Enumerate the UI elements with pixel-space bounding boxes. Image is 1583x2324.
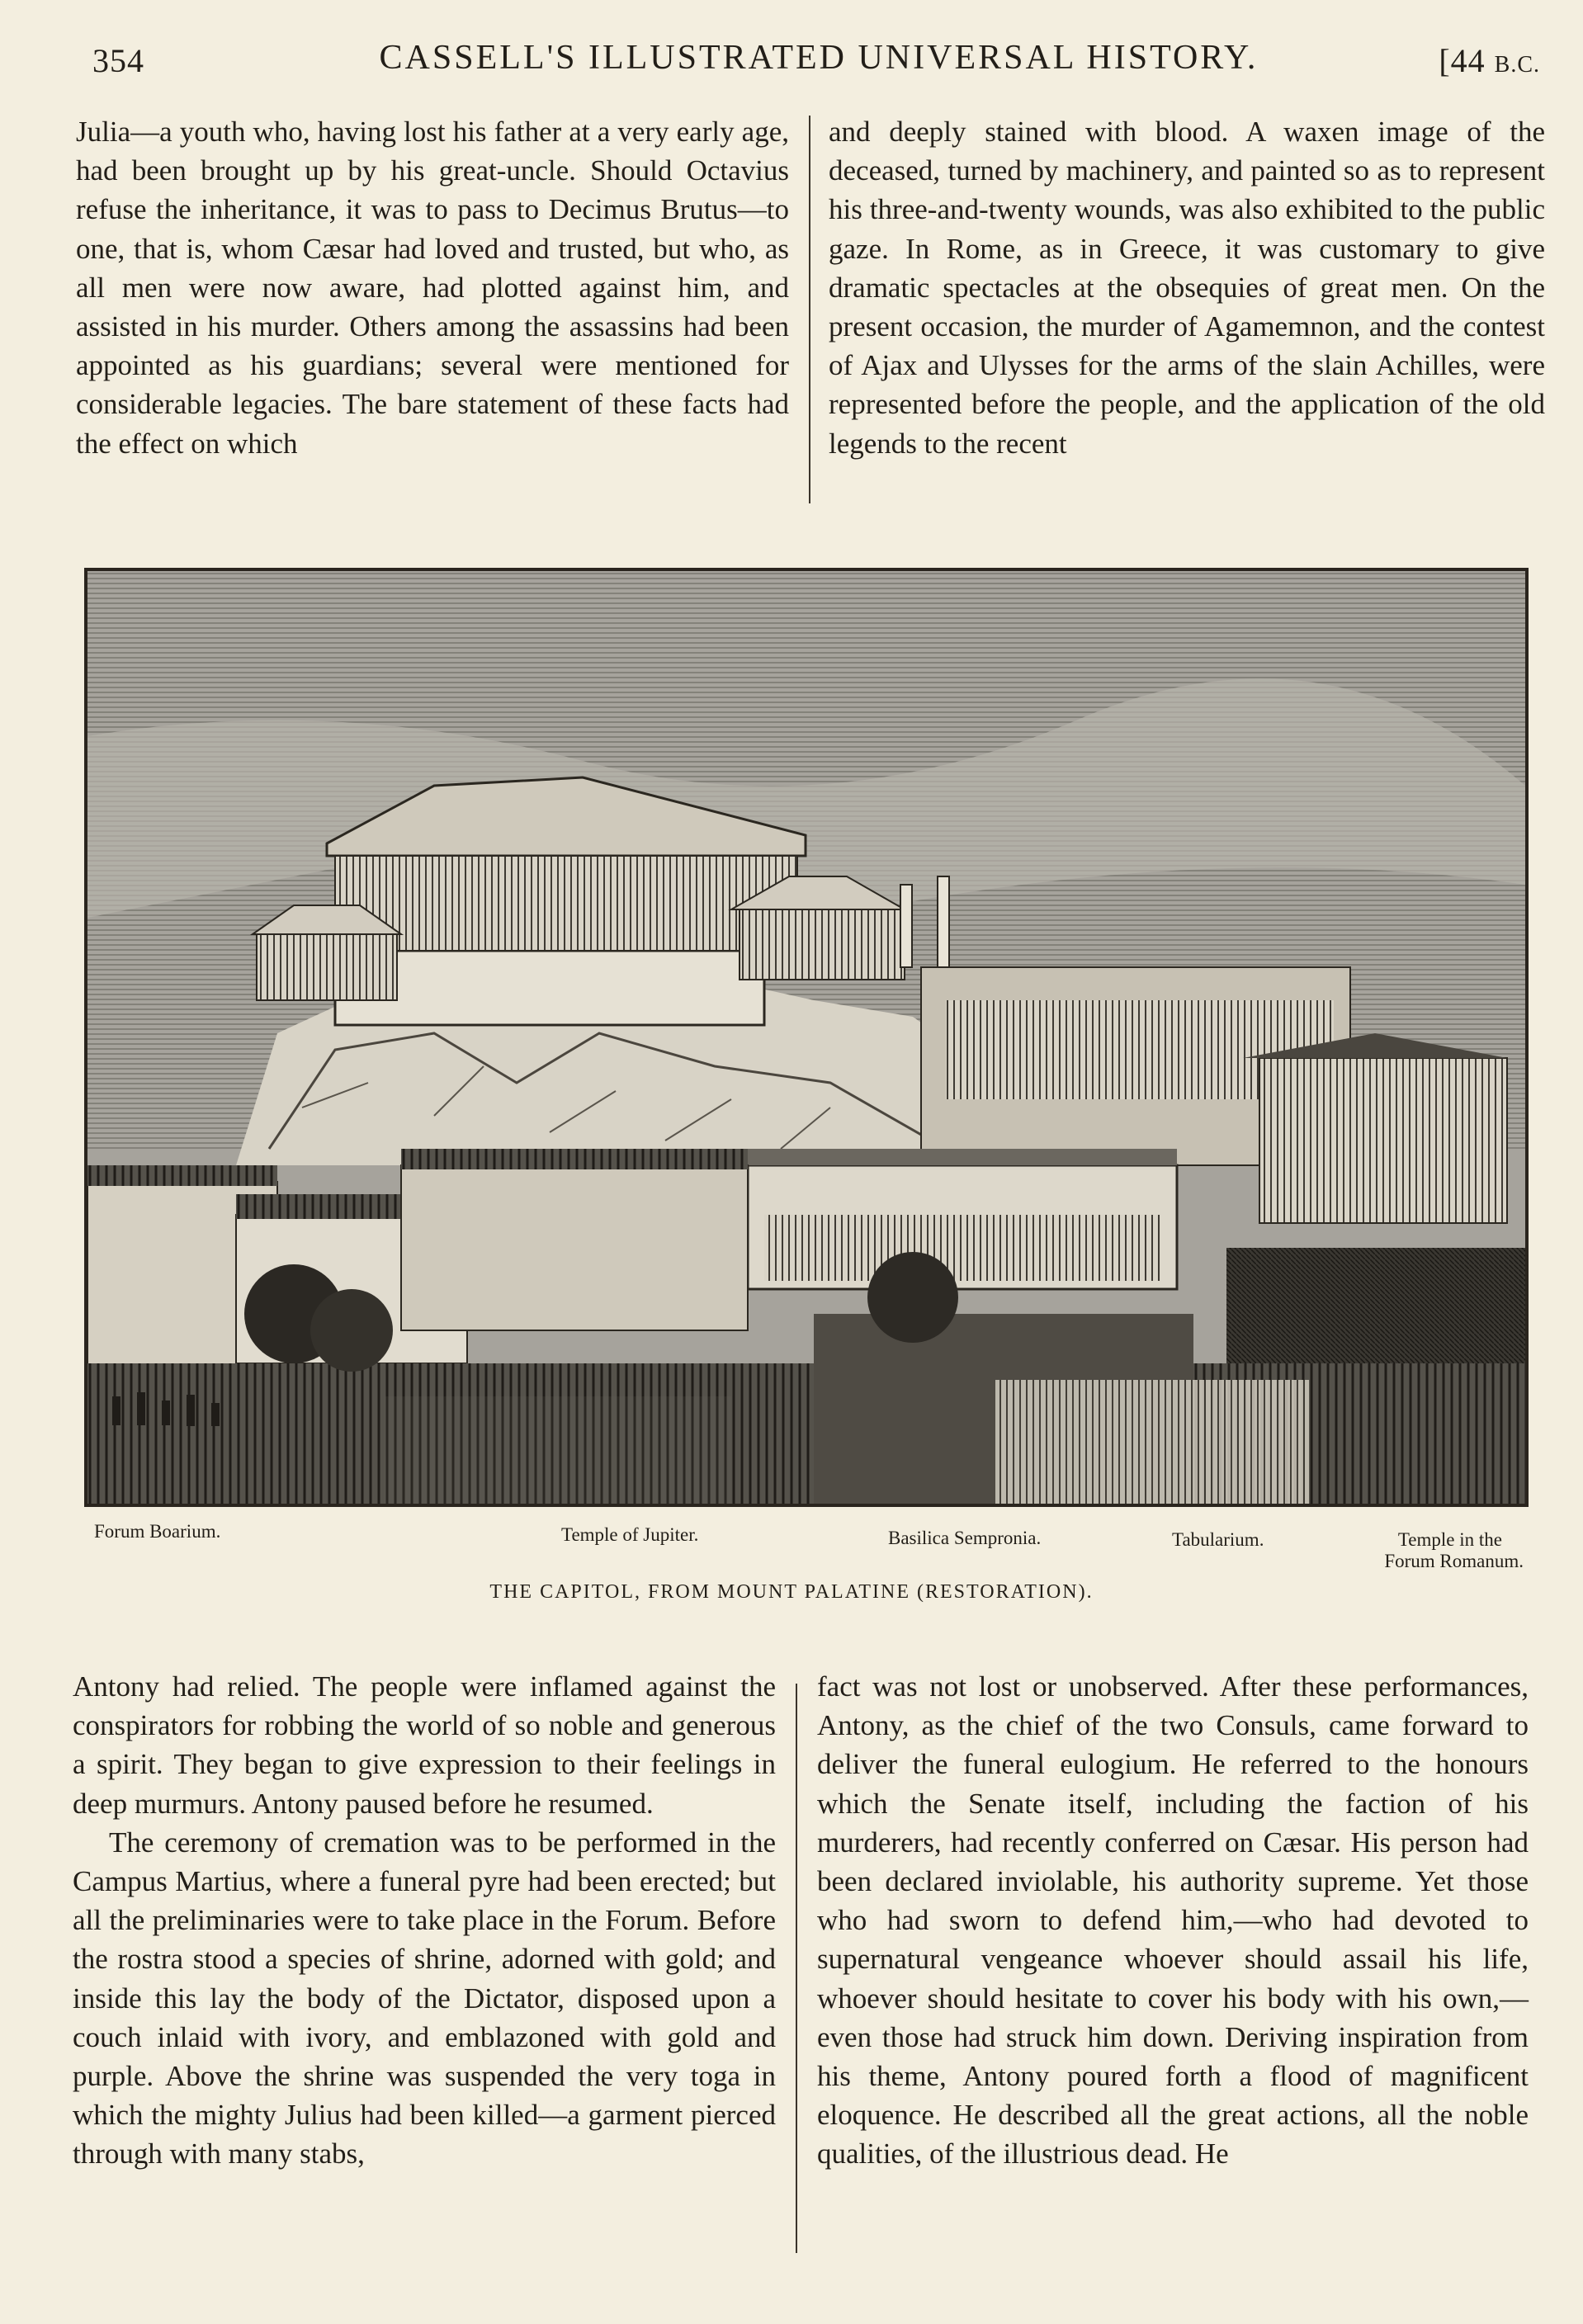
era-number: [44 — [1439, 42, 1486, 79]
label-forum-boarium: Forum Boarium. — [94, 1521, 221, 1542]
engraving-illustration — [87, 571, 1525, 1504]
paragraph: Antony had relied. The people were inflamed against the conspirators for robbing the world of so noble and generous a spirit. They began to give expression to their feelings in deep murmurs. Antony paused before he resumed. — [73, 1670, 776, 1820]
figure-caption: THE CAPITOL, FROM MOUNT PALATINE (RESTORATION). — [489, 1581, 1094, 1603]
bottom-right-column — [817, 1667, 1529, 2174]
bottom-left-column — [73, 1667, 776, 2174]
paragraph: and deeply stained with blood. A waxen image of the deceased, turned by machinery, and painted so as to represent his three-and-twenty wounds, was also exhibited to the public gaze. In Rome, as in Greece, it was customary to give dramatic spectacles at the obsequies of great men. On the present occasion, the murder of Agamemnon, and the contest of Ajax and Ulysses for the arms of the slain Achilles, were represented before the people, and the application of the old legends to the recent — [829, 116, 1545, 460]
era-marker — [1439, 41, 1540, 80]
label-temple-in-forum-line1: Temple in the — [1397, 1529, 1502, 1550]
paragraph: The ceremony of cremation was to be performed in the Campus Martius, where a funeral pyre had been erected; but all the preliminaries were to take place in the Forum. Before the rostra stood a species of shrine, adorned with gold; and inside this lay the body of the Dictator, disposed upon a couch inlaid with ivory, and emblazoned with gold and purple. Above the shrine was suspended the very toga in which the mighty Julius had been killed—a garment pierced through with many stabs, — [73, 1826, 776, 2170]
label-temple-of-jupiter: Temple of Jupiter. — [561, 1524, 699, 1545]
running-header — [92, 35, 1545, 84]
era-unit: B.C. — [1494, 52, 1540, 78]
page-number: 354 — [92, 42, 144, 79]
label-temple-in-forum-line2: Forum Romanum. — [1384, 1551, 1524, 1571]
paragraph: fact was not lost or unobserved. After these performances, Antony, as the chief of the two Consuls, came forward to deliver the funeral eulogium. He referred to the honours which the Senate itself, including the faction of his murderers, had recently conferred on Cæsar. His person had been declared inviolable, his authority supreme. Yet those who had sworn to defend him,—who had devoted to supernatural vengeance whoever should assail his life, whoever should hesitate to cover his body with his own,—even those had struck him down. Deriving inspiration from his theme, Antony poured forth a flood of magnificent eloquence. He described all the great actions, all the noble qualities, of the illustrious dead. He — [817, 1670, 1529, 2170]
label-tabularium: Tabularium. — [1172, 1529, 1264, 1550]
top-left-column — [76, 112, 789, 463]
top-right-column — [829, 112, 1545, 463]
column-rule-bottom — [796, 1684, 797, 2253]
paragraph: Julia—a youth who, having lost his father at a very early age, had been brought up by his great-uncle. Should Octavius refuse the inheritance, it was to pass to Decimus Brutus—to one, that is, whom Cæsar had loved and trusted, but who, as all men were now aware, had plotted against him, and assisted in his murder. Others among the assassins had been appointed as his guardians; several were mentioned for considerable legacies. The bare statement of these facts had the effect on which — [76, 116, 789, 460]
column-rule-top — [809, 116, 810, 503]
engraving-capitol — [84, 568, 1529, 1507]
label-basilica-sempronia: Basilica Sempronia. — [888, 1528, 1042, 1548]
running-title: CASSELL'S ILLUSTRATED UNIVERSAL HISTORY. — [379, 39, 1259, 77]
